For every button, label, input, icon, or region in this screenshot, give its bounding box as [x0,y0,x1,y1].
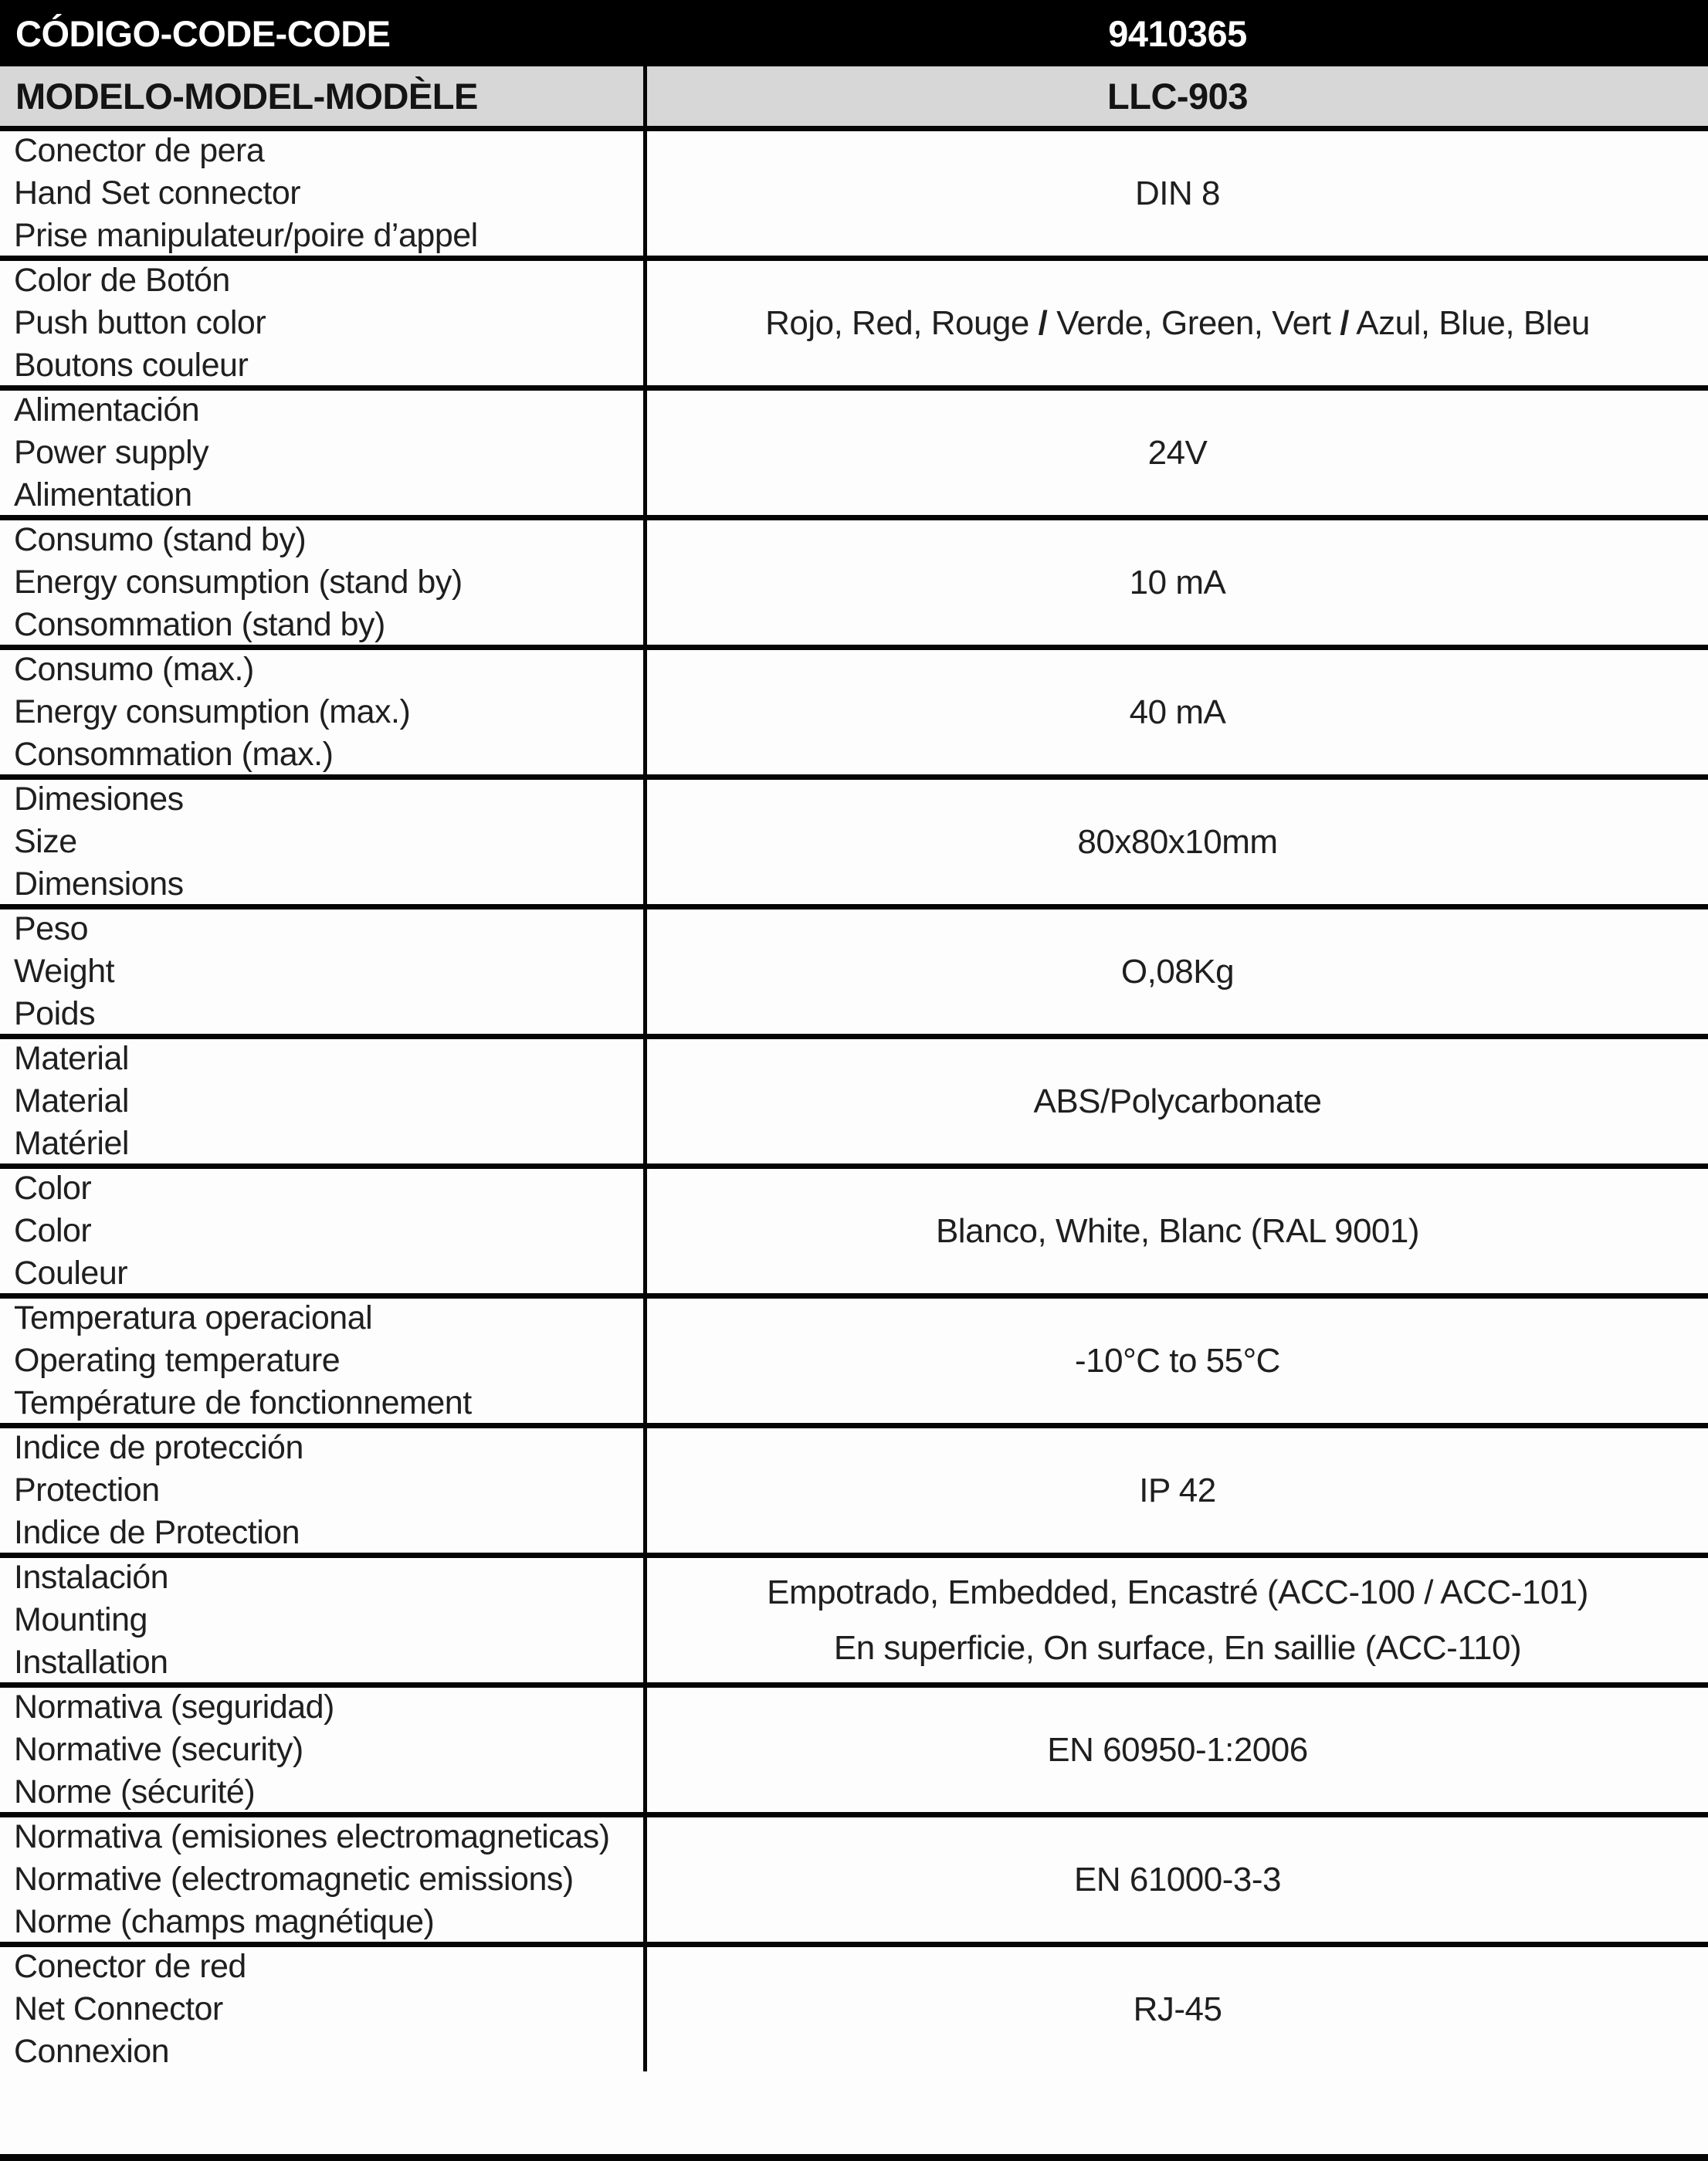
spec-row [0,1553,1708,1682]
spec-label-line: Conector de red [14,1948,246,1985]
spec-rows [0,126,1708,2071]
spec-label-cell [0,131,643,256]
spec-label-cell [0,650,643,774]
spec-label-line: Instalación [14,1559,169,1596]
spec-row [0,645,1708,774]
spec-value-line: Empotrado, Embedded, Encastré (ACC-100 / ACC-101) [767,1573,1588,1611]
spec-label-cell [0,1688,643,1812]
spec-value-line [765,296,1590,351]
code-header-label: CÓDIGO-CODE-CODE [15,12,391,54]
spec-row [0,1942,1708,2071]
spec-row [0,1812,1708,1942]
spec-row [0,1423,1708,1553]
spec-label-line: Color [14,1212,92,1249]
spec-value-cell [643,650,1708,774]
model-header-row [0,66,1708,126]
spec-label-line: Normativa (seguridad) [14,1688,334,1726]
spec-value-line: IP 42 [1139,1471,1216,1509]
spec-label-line: Material [14,1082,129,1119]
spec-value-cell [643,391,1708,515]
spec-label-line: Mounting [14,1601,147,1638]
code-header-value: 9410365 [643,0,1708,66]
spec-label-line: Boutons couleur [14,347,249,384]
spec-row [0,256,1708,385]
spec-label-line: Power supply [14,434,209,471]
spec-value-line: Blanco, White, Blanc (RAL 9001) [935,1211,1420,1250]
spec-label-cell [0,909,643,1034]
spec-label-cell [0,1428,643,1553]
spec-label-line: Push button color [14,304,266,341]
spec-label-line: Energy consumption (max.) [14,693,411,730]
spec-row [0,1293,1708,1423]
spec-label-line: Indice de protección [14,1429,303,1466]
spec-label-line: Weight [14,953,115,990]
value-separator-slash: / [1038,303,1048,342]
spec-value-cell [643,520,1708,645]
spec-label-cell [0,261,643,385]
spec-label-line: Indice de Protection [14,1514,300,1551]
spec-value-cell [643,1428,1708,1553]
spec-value-line: 40 mA [1129,693,1226,731]
spec-value-line: DIN 8 [1135,174,1220,212]
value-text-segment: Rojo, Red, Rouge [765,303,1039,342]
spec-label-cell [0,1558,643,1682]
spec-value-cell [643,1688,1708,1812]
code-header-row [0,0,1708,66]
spec-label-line: Energy consumption (stand by) [14,564,463,601]
value-text-segment: Verde, Green, Vert [1047,303,1340,342]
spec-value-line: 80x80x10mm [1077,822,1278,861]
spec-label-line: Alimentation [14,476,192,513]
model-header-value: LLC-903 [643,66,1708,126]
spec-row [0,126,1708,256]
spec-label-line: Température de fonctionnement [14,1384,472,1421]
spec-label-line: Color de Botón [14,262,230,299]
spec-value-line: EN 60950-1:2006 [1047,1730,1308,1769]
spec-value-cell [643,909,1708,1034]
spec-value-cell [643,261,1708,385]
spec-value-cell [643,1947,1708,2071]
spec-label-line: Peso [14,910,89,947]
spec-value-cell [643,1039,1708,1163]
spec-row [0,385,1708,515]
spec-label-cell [0,780,643,904]
spec-row [0,1034,1708,1163]
spec-label-line: Normative (electromagnetic emissions) [14,1861,574,1898]
spec-label-line: Protection [14,1472,160,1509]
spec-value-line: 24V [1147,433,1208,472]
spec-label-line: Normative (security) [14,1731,303,1768]
spec-row [0,515,1708,645]
bottom-bar [0,2154,1708,2161]
spec-label-line: Material [14,1040,129,1077]
spec-label-line: Norme (sécurité) [14,1773,256,1810]
spec-label-line: Consommation (stand by) [14,606,385,643]
spec-value-cell [643,1299,1708,1423]
spec-label-cell [0,1947,643,2071]
model-header-label: MODELO-MODEL-MODÈLE [15,76,478,117]
spec-value-cell [643,131,1708,256]
spec-label-line: Connexion [14,2033,170,2070]
spec-label-line: Dimesiones [14,781,184,818]
spec-label-cell [0,1299,643,1423]
value-text-segment: Azul, Blue, Bleu [1348,303,1590,342]
spec-label-line: Dimensions [14,865,184,903]
spec-label-line: Hand Set connector [14,174,301,212]
spec-label-line: Consumo (stand by) [14,521,307,558]
spec-label-cell [0,391,643,515]
spec-value-line: -10°C to 55°C [1075,1341,1280,1380]
spec-value-line: O,08Kg [1120,952,1235,991]
spec-label-cell [0,1039,643,1163]
spec-row [0,1163,1708,1293]
spec-label-line: Alimentación [14,391,200,428]
spec-label-cell [0,1169,643,1293]
spec-label-line: Norme (champs magnétique) [14,1903,435,1940]
spec-label-line: Installation [14,1644,168,1681]
spec-value-cell [643,780,1708,904]
spec-label-line: Consommation (max.) [14,736,334,773]
spec-label-line: Temperatura operacional [14,1299,373,1336]
spec-label-line: Matériel [14,1125,129,1162]
spec-value-cell [643,1169,1708,1293]
spec-label-line: Prise manipulateur/poire d’appel [14,217,478,254]
spec-label-line: Normativa (emisiones electromagneticas) [14,1818,610,1855]
spec-label-line: Net Connector [14,1990,223,2027]
spec-row [0,1682,1708,1812]
spec-value-line: 10 mA [1129,563,1226,601]
spec-label-cell [0,1817,643,1942]
spec-row [0,904,1708,1034]
spec-label-line: Color [14,1170,92,1207]
spec-row [0,774,1708,904]
spec-label-line: Poids [14,995,96,1032]
spec-value-line: En superficie, On surface, En saillie (ACC-110) [833,1628,1522,1667]
spec-value-cell [643,1817,1708,1942]
spec-value-line: RJ-45 [1133,1990,1222,2028]
spec-label-line: Operating temperature [14,1342,341,1379]
spec-value-line: EN 61000-3-3 [1074,1860,1281,1898]
spec-label-line: Consumo (max.) [14,651,254,688]
spec-label-line: Couleur [14,1255,128,1292]
spec-value-line: ABS/Polycarbonate [1033,1082,1322,1120]
spec-label-line: Conector de pera [14,132,265,169]
spec-label-line: Size [14,823,77,860]
value-separator-slash: / [1340,303,1349,342]
spec-value-cell [643,1558,1708,1682]
spec-label-cell [0,520,643,645]
